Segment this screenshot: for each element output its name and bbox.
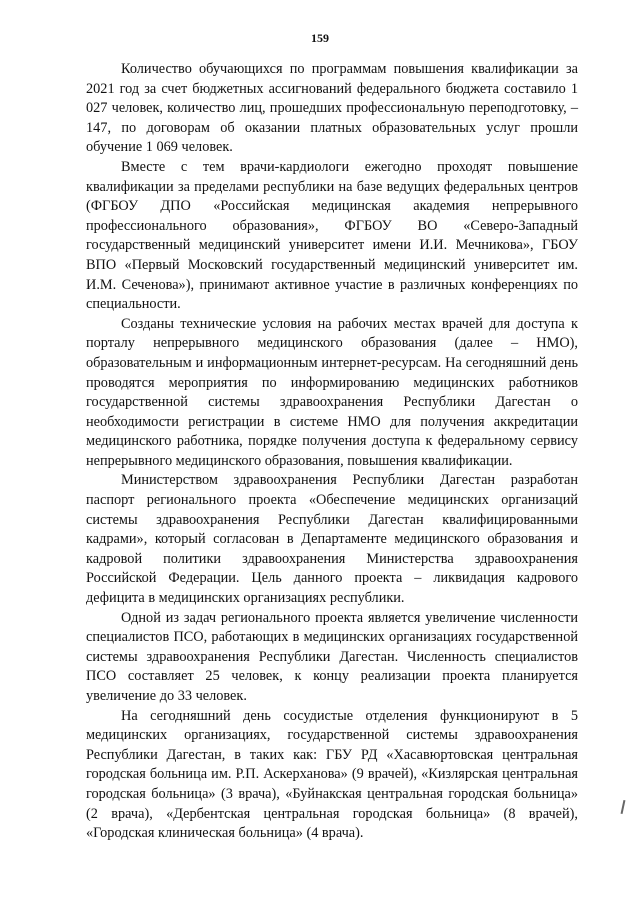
- paragraph-cardiologists: Вместе с тем врачи-кардиологи ежегодно проходят повышение квалификации за пределами республики на базе ведущих федеральных центров (ФГБОУ ДПО «Российская медицинская академия непрерывного профессионального образования», ФГБОУ ВО «Северо-Западный государственный медицинский университет имени И.И. Мечникова», ГБОУ ВПО «Первый Московский государственный медицинский университет им. И.М. Сеченова»), принимают активное участие в различных конференциях по специальности.: [86, 158, 578, 313]
- paragraph-regional-project: Министерством здравоохранения Республики Дагестан разработан паспорт регионального проекта «Обеспечение медицинских организаций системы здравоохранения Республики Дагестан квалифицированными кадрами», который согласован в Департаменте медицинского образования и кадровой политики здравоохранения Министерства здравоохранения Российской Федерации. Цель данного проекта – ликвидация кадрового дефицита в медицинских организациях республики.: [86, 472, 578, 607]
- document-body: [86, 60, 578, 844]
- page-number: 159: [311, 31, 329, 45]
- paragraph-vascular-departments: На сегодняшний день сосудистые отделения функционируют в 5 медицинских организациях, государственной системы здравоохранения Республики Дагестан, в таких как: ГБУ РД «Хасавюртовская центральная городская больница им. Р.П. Аскерханова» (9 врачей), «Кизлярская центральная городская больница» (3 врача), «Буйнакская центральная городская больница» (2 врача), «Дербентская центральная городская больница» (8 врачей), «Городская клиническая больница» (4 врача).: [86, 707, 578, 842]
- scan-edge-mark: [621, 800, 626, 814]
- paragraph-pso-specialists: Одной из задач регионального проекта является увеличение численности специалистов ПСО, работающих в медицинских организациях государственной системы здравоохранения Республики Дагестан. Численность специалистов ПСО составляет 25 человек, к концу реализации проекта планируется увеличение до 33 человек.: [86, 609, 578, 704]
- paragraph-training-stats: Количество обучающихся по программам повышения квалификации за 2021 год за счет бюджетных ассигнований федерального бюджета составило 1 027 человек, количество лиц, прошедших профессиональную переподготовку, – 147, по договорам об оказании платных образовательных услуг прошли обучение 1 069 человек.: [86, 61, 578, 156]
- paragraph-nmo-portal: Созданы технические условия на рабочих местах врачей для доступа к порталу непрерывного медицинского образования (далее – НМО), образовательным и информационным интернет-ресурсам. На сегодняшний день проводятся мероприятия по информированию медицинских работников государственной системы здравоохранения Республики Дагестан о необходимости регистрации в системе НМО для получения аккредитации медицинского работника, порядке получения доступа к федеральному сервису непрерывного медицинского образования, повышения квалификации.: [86, 315, 578, 469]
